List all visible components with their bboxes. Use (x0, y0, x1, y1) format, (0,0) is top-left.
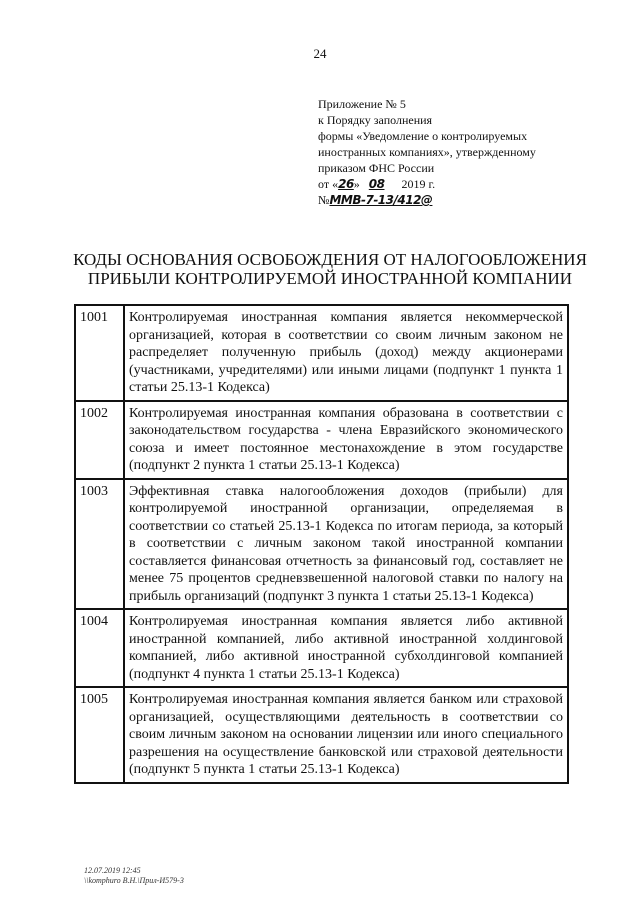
annex-line: Приложение № 5 (318, 97, 406, 111)
annex-date (318, 176, 618, 192)
page-number: 24 (313, 46, 327, 61)
code-cell: 1002 (75, 401, 124, 479)
description-cell: Контролируемая иностранная компания является некоммерческой организацией, которая в соответствии со своим личным законом не распределяет полученную прибыль (доход) между акционерами (участниками, учредителями) или иными лицами (подпункт 1 пункта 1 статьи 25.13-1 Кодекса) (124, 305, 568, 401)
code-cell: 1005 (75, 687, 124, 783)
number-prefix: № (318, 193, 330, 207)
code-cell: 1003 (75, 479, 124, 610)
footer (84, 866, 184, 886)
description-cell: Эффективная ставка налогообложения доходов (прибыли) для контролируемой иностранной организации, определяемая в соответствии со статьей 25.13-1 Кодекса по итогам периода, за который в соответствии с личным законом такой иностранной компании составляется финансовая отчетность за финансовый год, составляет не менее 75 процентов средневзвешенной налоговой ставки по налогу на прибыль организаций (подпункт 3 пункта 1 статьи 25.13-1 Кодекса) (124, 479, 568, 610)
date-prefix: от « (318, 177, 339, 191)
title-line-2: ПРИБЫЛИ КОНТРОЛИРУЕМОЙ ИНОСТРАННОЙ КОМПАНИИ (87, 269, 573, 288)
date-day: 26 (338, 177, 354, 191)
annex-line: формы «Уведомление о контролируемых (318, 129, 528, 143)
annex-line: приказом ФНС России (318, 161, 435, 175)
date-month: 08 (368, 177, 385, 191)
table-row (75, 479, 568, 610)
footer-path: \\komphuro В.Н.\Прил-И579-3 (84, 876, 184, 885)
annex-block (318, 96, 618, 208)
codes-table (74, 304, 569, 784)
date-year: 2019 г. (398, 177, 436, 191)
footer-timestamp: 12.07.2019 12:45 (84, 866, 141, 875)
description-cell: Контролируемая иностранная компания является банком или страховой организацией, осуществляющими деятельность в соответствии со своим личным законом на основании лицензии или иного специального разрешения на осуществление банковской или страховой деятельности (подпункт 5 пункта 1 статьи 25.13-1 Кодекса) (124, 687, 568, 783)
table-row (75, 609, 568, 687)
code-cell: 1001 (75, 305, 124, 401)
page-title (60, 250, 600, 288)
description-cell: Контролируемая иностранная компания образована в соответствии с законодательством государства - члена Евразийского экономического союза и имеет постоянное местонахождение в этом государстве (подпункт 2 пункта 1 статьи 25.13-1 Кодекса) (124, 401, 568, 479)
description-cell: Контролируемая иностранная компания является либо активной иностранной компанией, либо активной иностранной холдинговой компанией, либо активной иностранной субхолдинговой компанией (подпункт 4 пункта 1 статьи 25.13-1 Кодекса) (124, 609, 568, 687)
table-row (75, 401, 568, 479)
code-cell: 1004 (75, 609, 124, 687)
date-mid: » (353, 177, 363, 191)
table-row (75, 687, 568, 783)
title-line-1: КОДЫ ОСНОВАНИЯ ОСВОБОЖДЕНИЯ ОТ НАЛОГООБЛОЖЕНИЯ (73, 250, 587, 269)
annex-number (318, 192, 618, 208)
order-number: ММВ-7-13/412@ (329, 193, 433, 207)
annex-line: к Порядку заполнения (318, 113, 433, 127)
annex-line: иностранных компаниях», утвержденному (318, 145, 536, 159)
table-row (75, 305, 568, 401)
